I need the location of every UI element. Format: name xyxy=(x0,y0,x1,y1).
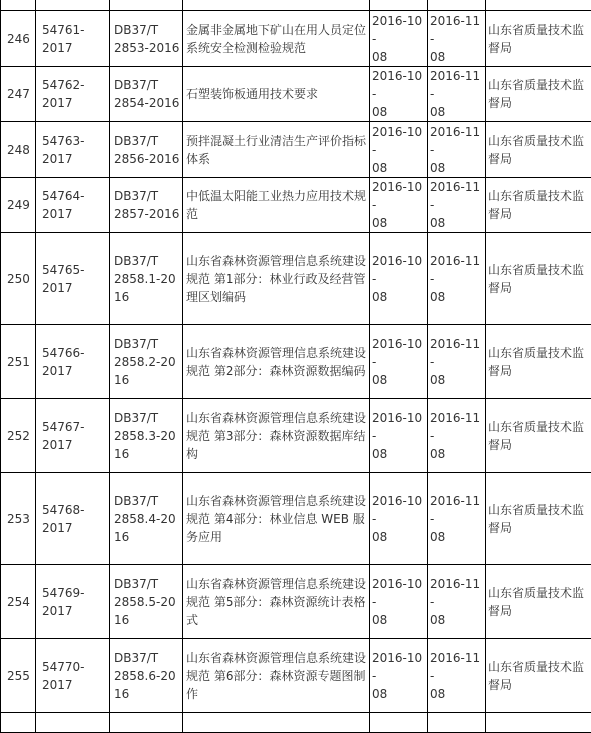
row-number-cell-text: 251 xyxy=(7,353,33,371)
issuing-authority-cell-text: 山东省质量技术监督局 xyxy=(488,418,589,454)
issuing-authority-cell xyxy=(486,713,591,733)
release-date-cell-text: 2016-10- 08 xyxy=(372,492,425,546)
standard-name-cell xyxy=(183,11,370,67)
row-number-cell xyxy=(1,178,36,233)
effective-date-cell-text: 2016-11- 08 xyxy=(430,492,483,546)
issuing-authority-cell-text: 山东省质量技术监督局 xyxy=(488,132,589,168)
table-row xyxy=(1,67,591,122)
row-number-cell xyxy=(1,233,36,325)
version-cell-text: 54762- 2017 xyxy=(42,76,107,112)
table-row xyxy=(1,565,591,639)
release-date-cell-text: 2016-10- 08 xyxy=(372,12,425,66)
standard-name-cell-text: 山东省森林资源管理信息系统建设规范 第2部分：森林资源数据编码 xyxy=(186,344,367,380)
issuing-authority-cell-text: 山东省质量技术监督局 xyxy=(488,261,589,297)
effective-date-cell xyxy=(428,0,486,11)
effective-date-cell xyxy=(428,399,486,473)
effective-date-cell xyxy=(428,178,486,233)
table-row xyxy=(1,11,591,67)
standard-name-cell-text: 山东省森林资源管理信息系统建设规范 第1部分：林业行政及经营管理区划编码 xyxy=(186,252,367,306)
effective-date-cell-text: 2016-11- 08 xyxy=(430,123,483,177)
release-date-cell-text: 2016-10- 08 xyxy=(372,178,425,232)
table-row xyxy=(1,233,591,325)
version-cell xyxy=(36,639,110,713)
standard-name-cell-text: 山东省森林资源管理信息系统建设规范 第4部分：林业信息 WEB 服务应用 xyxy=(186,492,367,546)
standard-code-cell-text: DB37/T 2858.3-2016 xyxy=(114,409,180,463)
release-date-cell xyxy=(370,399,428,473)
issuing-authority-cell xyxy=(486,178,591,233)
release-date-cell-text: 2016-10- 08 xyxy=(372,252,425,306)
effective-date-cell-text: 2016-11- 08 xyxy=(430,649,483,703)
issuing-authority-cell xyxy=(486,565,591,639)
release-date-cell-text: 2016-10- 08 xyxy=(372,649,425,703)
release-date-cell-text: 2016-10- 08 xyxy=(372,67,425,121)
row-number-cell xyxy=(1,713,36,733)
standard-code-cell xyxy=(110,122,183,178)
standard-code-cell xyxy=(110,233,183,325)
version-cell-text: 54766- 2017 xyxy=(42,344,107,380)
standard-code-cell xyxy=(110,0,183,11)
effective-date-cell xyxy=(428,11,486,67)
standard-code-cell-text: DB37/T 2858.4-2016 xyxy=(114,492,180,546)
effective-date-cell xyxy=(428,233,486,325)
standard-name-cell xyxy=(183,399,370,473)
row-number-cell xyxy=(1,67,36,122)
standard-name-cell-text: 山东省森林资源管理信息系统建设规范 第5部分：森林资源统计表格式 xyxy=(186,575,367,629)
standard-code-cell xyxy=(110,639,183,713)
effective-date-cell xyxy=(428,639,486,713)
standard-code-cell xyxy=(110,565,183,639)
standard-code-cell xyxy=(110,473,183,565)
version-cell-text: 54767- 2017 xyxy=(42,418,107,454)
standard-code-cell xyxy=(110,11,183,67)
version-cell-text: 54765- 2017 xyxy=(42,261,107,297)
standard-name-cell-text: 中低温太阳能工业热力应用技术规范 xyxy=(186,187,367,223)
standard-name-cell xyxy=(183,233,370,325)
version-cell xyxy=(36,0,110,11)
standard-code-cell-text: DB37/T 2858.5-2016 xyxy=(114,575,180,629)
version-cell xyxy=(36,67,110,122)
issuing-authority-cell xyxy=(486,639,591,713)
standard-name-cell-text: 山东省森林资源管理信息系统建设规范 第6部分：森林资源专题图制作 xyxy=(186,649,367,703)
issuing-authority-cell-text: 山东省质量技术监督局 xyxy=(488,584,589,620)
effective-date-cell-text: 2016-11- 08 xyxy=(430,67,483,121)
release-date-cell xyxy=(370,67,428,122)
standard-name-cell-text: 山东省森林资源管理信息系统建设规范 第3部分：森林资源数据库结构 xyxy=(186,409,367,463)
table-row xyxy=(1,325,591,399)
standard-code-cell-text: DB37/T 2853-2016 xyxy=(114,21,180,57)
effective-date-cell xyxy=(428,122,486,178)
standard-name-cell xyxy=(183,473,370,565)
version-cell xyxy=(36,399,110,473)
table-row xyxy=(1,713,591,733)
standard-code-cell-text: DB37/T 2854-2016 xyxy=(114,76,180,112)
issuing-authority-cell-text: 山东省质量技术监督局 xyxy=(488,76,589,112)
version-cell xyxy=(36,233,110,325)
row-number-cell xyxy=(1,565,36,639)
standard-code-cell-text: DB37/T 2858.6-2016 xyxy=(114,649,180,703)
issuing-authority-cell-text: 山东省质量技术监督局 xyxy=(488,21,589,57)
release-date-cell-text: 2016-10- 08 xyxy=(372,409,425,463)
issuing-authority-cell xyxy=(486,0,591,11)
standard-name-cell-text: 石塑装饰板通用技术要求 xyxy=(186,85,367,103)
effective-date-cell-text: 2016-11- 08 xyxy=(430,335,483,389)
standard-code-cell xyxy=(110,67,183,122)
standard-name-cell-text: 金属非金属地下矿山在用人员定位系统安全检测检验规范 xyxy=(186,21,367,57)
issuing-authority-cell xyxy=(486,325,591,399)
version-cell xyxy=(36,565,110,639)
row-number-cell-text: 255 xyxy=(7,667,33,685)
table-row xyxy=(1,399,591,473)
release-date-cell xyxy=(370,0,428,11)
effective-date-cell xyxy=(428,713,486,733)
release-date-cell-text: 2016-10- 08 xyxy=(372,575,425,629)
release-date-cell xyxy=(370,325,428,399)
row-number-cell xyxy=(1,0,36,11)
standard-name-cell xyxy=(183,178,370,233)
standard-name-cell xyxy=(183,0,370,11)
table-row xyxy=(1,639,591,713)
version-cell-text: 54768- 2017 xyxy=(42,501,107,537)
release-date-cell-text: 2016-10- 08 xyxy=(372,335,425,389)
row-number-cell xyxy=(1,473,36,565)
row-number-cell-text: 252 xyxy=(7,427,33,445)
release-date-cell xyxy=(370,233,428,325)
issuing-authority-cell-text: 山东省质量技术监督局 xyxy=(488,344,589,380)
effective-date-cell-text: 2016-11- 08 xyxy=(430,252,483,306)
row-number-cell-text: 249 xyxy=(7,196,33,214)
standard-name-cell xyxy=(183,67,370,122)
standard-code-cell-text: DB37/T 2858.2-2016 xyxy=(114,335,180,389)
effective-date-cell xyxy=(428,325,486,399)
standard-name-cell xyxy=(183,325,370,399)
table-row xyxy=(1,122,591,178)
effective-date-cell xyxy=(428,67,486,122)
version-cell xyxy=(36,713,110,733)
issuing-authority-cell-text: 山东省质量技术监督局 xyxy=(488,501,589,537)
version-cell-text: 54763- 2017 xyxy=(42,132,107,168)
release-date-cell xyxy=(370,713,428,733)
release-date-cell xyxy=(370,178,428,233)
row-number-cell-text: 247 xyxy=(7,85,33,103)
issuing-authority-cell-text: 山东省质量技术监督局 xyxy=(488,658,589,694)
row-number-cell-text: 254 xyxy=(7,593,33,611)
effective-date-cell xyxy=(428,473,486,565)
issuing-authority-cell xyxy=(486,67,591,122)
standard-code-cell-text: DB37/T 2856-2016 xyxy=(114,132,180,168)
row-number-cell-text: 246 xyxy=(7,30,33,48)
version-cell xyxy=(36,11,110,67)
standard-name-cell-text: 预拌混凝土行业清洁生产评价指标体系 xyxy=(186,132,367,168)
standard-name-cell xyxy=(183,122,370,178)
release-date-cell xyxy=(370,11,428,67)
effective-date-cell xyxy=(428,565,486,639)
standard-code-cell-text: DB37/T 2858.1-2016 xyxy=(114,252,180,306)
release-date-cell xyxy=(370,122,428,178)
release-date-cell xyxy=(370,565,428,639)
version-cell-text: 54769- 2017 xyxy=(42,584,107,620)
row-number-cell xyxy=(1,399,36,473)
version-cell xyxy=(36,178,110,233)
release-date-cell-text: 2016-10- 08 xyxy=(372,123,425,177)
row-number-cell xyxy=(1,325,36,399)
row-number-cell xyxy=(1,122,36,178)
table-row xyxy=(1,473,591,565)
row-number-cell-text: 250 xyxy=(7,270,33,288)
effective-date-cell-text: 2016-11- 08 xyxy=(430,575,483,629)
release-date-cell xyxy=(370,473,428,565)
issuing-authority-cell-text: 山东省质量技术监督局 xyxy=(488,187,589,223)
standard-code-cell xyxy=(110,325,183,399)
version-cell-text: 54764- 2017 xyxy=(42,187,107,223)
row-number-cell xyxy=(1,639,36,713)
standard-name-cell xyxy=(183,565,370,639)
issuing-authority-cell xyxy=(486,11,591,67)
row-number-cell xyxy=(1,11,36,67)
standard-code-cell xyxy=(110,713,183,733)
standard-code-cell xyxy=(110,178,183,233)
row-number-cell-text: 248 xyxy=(7,141,33,159)
standard-code-cell-text: DB37/T 2857-2016 xyxy=(114,187,180,223)
version-cell xyxy=(36,473,110,565)
row-number-cell-text: 253 xyxy=(7,510,33,528)
standard-name-cell xyxy=(183,639,370,713)
issuing-authority-cell xyxy=(486,399,591,473)
issuing-authority-cell xyxy=(486,473,591,565)
version-cell-text: 54761- 2017 xyxy=(42,21,107,57)
effective-date-cell-text: 2016-11- 08 xyxy=(430,12,483,66)
effective-date-cell-text: 2016-11- 08 xyxy=(430,178,483,232)
standard-name-cell xyxy=(183,713,370,733)
issuing-authority-cell xyxy=(486,122,591,178)
version-cell-text: 54770- 2017 xyxy=(42,658,107,694)
version-cell xyxy=(36,325,110,399)
issuing-authority-cell xyxy=(486,233,591,325)
table-row xyxy=(1,0,591,11)
release-date-cell xyxy=(370,639,428,713)
table-row xyxy=(1,178,591,233)
effective-date-cell-text: 2016-11- 08 xyxy=(430,409,483,463)
version-cell xyxy=(36,122,110,178)
standard-code-cell xyxy=(110,399,183,473)
